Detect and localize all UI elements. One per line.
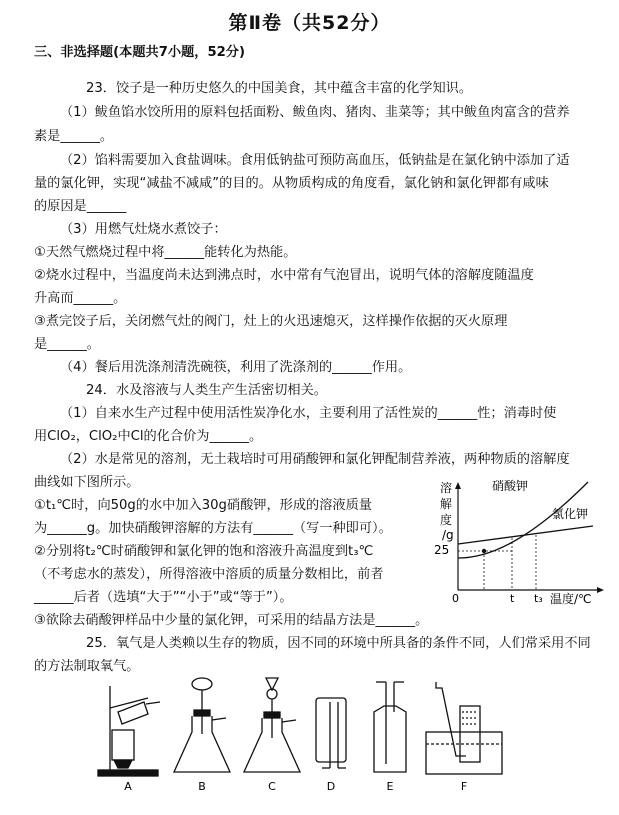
apparatus-b (174, 678, 230, 772)
xlabel: 温度/℃ (550, 592, 592, 606)
q24-2-1-line2: 为______g。加快硝酸钾溶解的方法有______（写一种即可）。 (34, 521, 392, 536)
kcl-curve (458, 526, 593, 544)
y-axis-arrow (455, 482, 461, 489)
label-b: B (198, 780, 206, 792)
apparatus-f (426, 682, 502, 774)
q24-2-1-line1: ①t₁℃时，向50g的水中加入30g硝酸钾，形成的溶液质量 (34, 498, 372, 513)
q24-stem: 24．水及溶液与人类生产生活密切相关。 (86, 383, 327, 398)
q23-3-2-line1: ②烧水过程中，当温度尚未达到沸点时，水中常有气泡冒出，说明气体的溶解度随温度 (34, 268, 534, 283)
ylabel-char-2: 解 (440, 497, 453, 511)
apparatus-figure (90, 672, 530, 792)
q23-3-1: ①天然气燃烧过程中将______能转化为热能。 (34, 245, 297, 260)
q23-4: （4）餐后用洗涤剂清洗碗筷，利用了洗涤剂的______作用。 (60, 360, 412, 375)
intersection-point (482, 549, 486, 553)
q24-2-line1: （2）水是常见的溶剂，无土栽培时可用硝酸钾和氯化钾配制营养液，两种物质的溶解度 (60, 452, 570, 467)
x-axis-arrow (597, 587, 604, 593)
q24-2-line2: 曲线如下图所示。 (34, 475, 140, 490)
label-c: C (268, 780, 276, 792)
series-label-kcl: 氯化钾 (552, 507, 589, 521)
q23-2-line1: （2）馅料需要加入食盐调味。食用低钠盐可预防高血压，低钠盐是在氯化钠中添加了适 (60, 153, 570, 168)
ylabel-char-4: /g (442, 528, 454, 542)
section-heading: 三、非选择题(本题共7小题，52分) (34, 45, 246, 60)
q23-2-line3: 的原因是______ (34, 199, 127, 214)
label-d: D (326, 780, 336, 792)
q23-3-2-line2: 升高而______。 (34, 291, 127, 306)
label-a: A (124, 780, 132, 792)
q24-1-line2: 用ClO₂，ClO₂中Cl的化合价为______。 (34, 429, 263, 444)
x-tick-t3: t₃ (534, 592, 543, 605)
q25-line2: 的方法制取氧气。 (34, 659, 140, 674)
apparatus-e (374, 682, 406, 772)
q23-3-stem: （3）用燃气灶烧水煮饺子： (60, 222, 227, 237)
label-f: F (460, 780, 468, 792)
q25-line1: 25．氧气是人类赖以生存的物质，因不同的环境中所具备的条件不同，人们常采用不同 (86, 636, 591, 651)
q24-2-2-line2: （不考虑水的蒸发），所得溶液中溶质的质量分数相比，前者 (34, 567, 384, 582)
q23-stem: 23．饺子是一种历史悠久的中国美食，其中蕴含丰富的化学知识。 (86, 81, 473, 96)
q24-1-line1: （1）自来水生产过程中使用活性炭净化水，主要利用了活性炭的______性；消毒时使 (60, 406, 557, 421)
apparatus-a (98, 686, 160, 776)
q24-2-2-line3: ______后者（选填“大于”“小于”或“等于”）。 (34, 590, 293, 605)
ylabel-char-1: 溶 (440, 481, 453, 495)
q23-2-line2: 量的氯化钾，实现“减盐不减咸”的目的。从物质构成的角度看，氯化钠和氯化钾都有咸味 (34, 176, 549, 191)
q24-2-3: ③欲除去硝酸钾样品中少量的氯化钾，可采用的结晶方法是______。 (34, 613, 429, 628)
q23-1-line1: （1）鲅鱼馅水饺所用的原料包括面粉、鲅鱼肉、猪肉、韭菜等；其中鲅鱼肉富含的营养 (60, 105, 570, 120)
x-tick-t: t (510, 592, 515, 605)
q23-3-3-line2: 是______。 (34, 337, 100, 352)
x-tick-origin: 0 (452, 592, 459, 605)
apparatus-d (316, 698, 346, 768)
label-e: E (386, 780, 394, 792)
q23-1-line2: 素是______。 (34, 129, 114, 144)
q24-2-2-line1: ②分别将t₂℃时硝酸钾和氯化钾的饱和溶液升高温度到t₃℃ (34, 544, 374, 559)
apparatus-c (244, 678, 300, 772)
ylabel-char-3: 度 (440, 513, 453, 527)
y-tick-25: 25 (434, 543, 450, 557)
q23-3-3-line1: ③煮完饺子后，关闭燃气灶的阀门，灶上的火迅速熄灭，这样操作依据的灭火原理 (34, 314, 508, 329)
series-label-kno3: 硝酸钾 (492, 479, 529, 493)
solubility-chart (428, 472, 608, 608)
page-title: 第Ⅱ卷（共52分） (228, 12, 391, 34)
